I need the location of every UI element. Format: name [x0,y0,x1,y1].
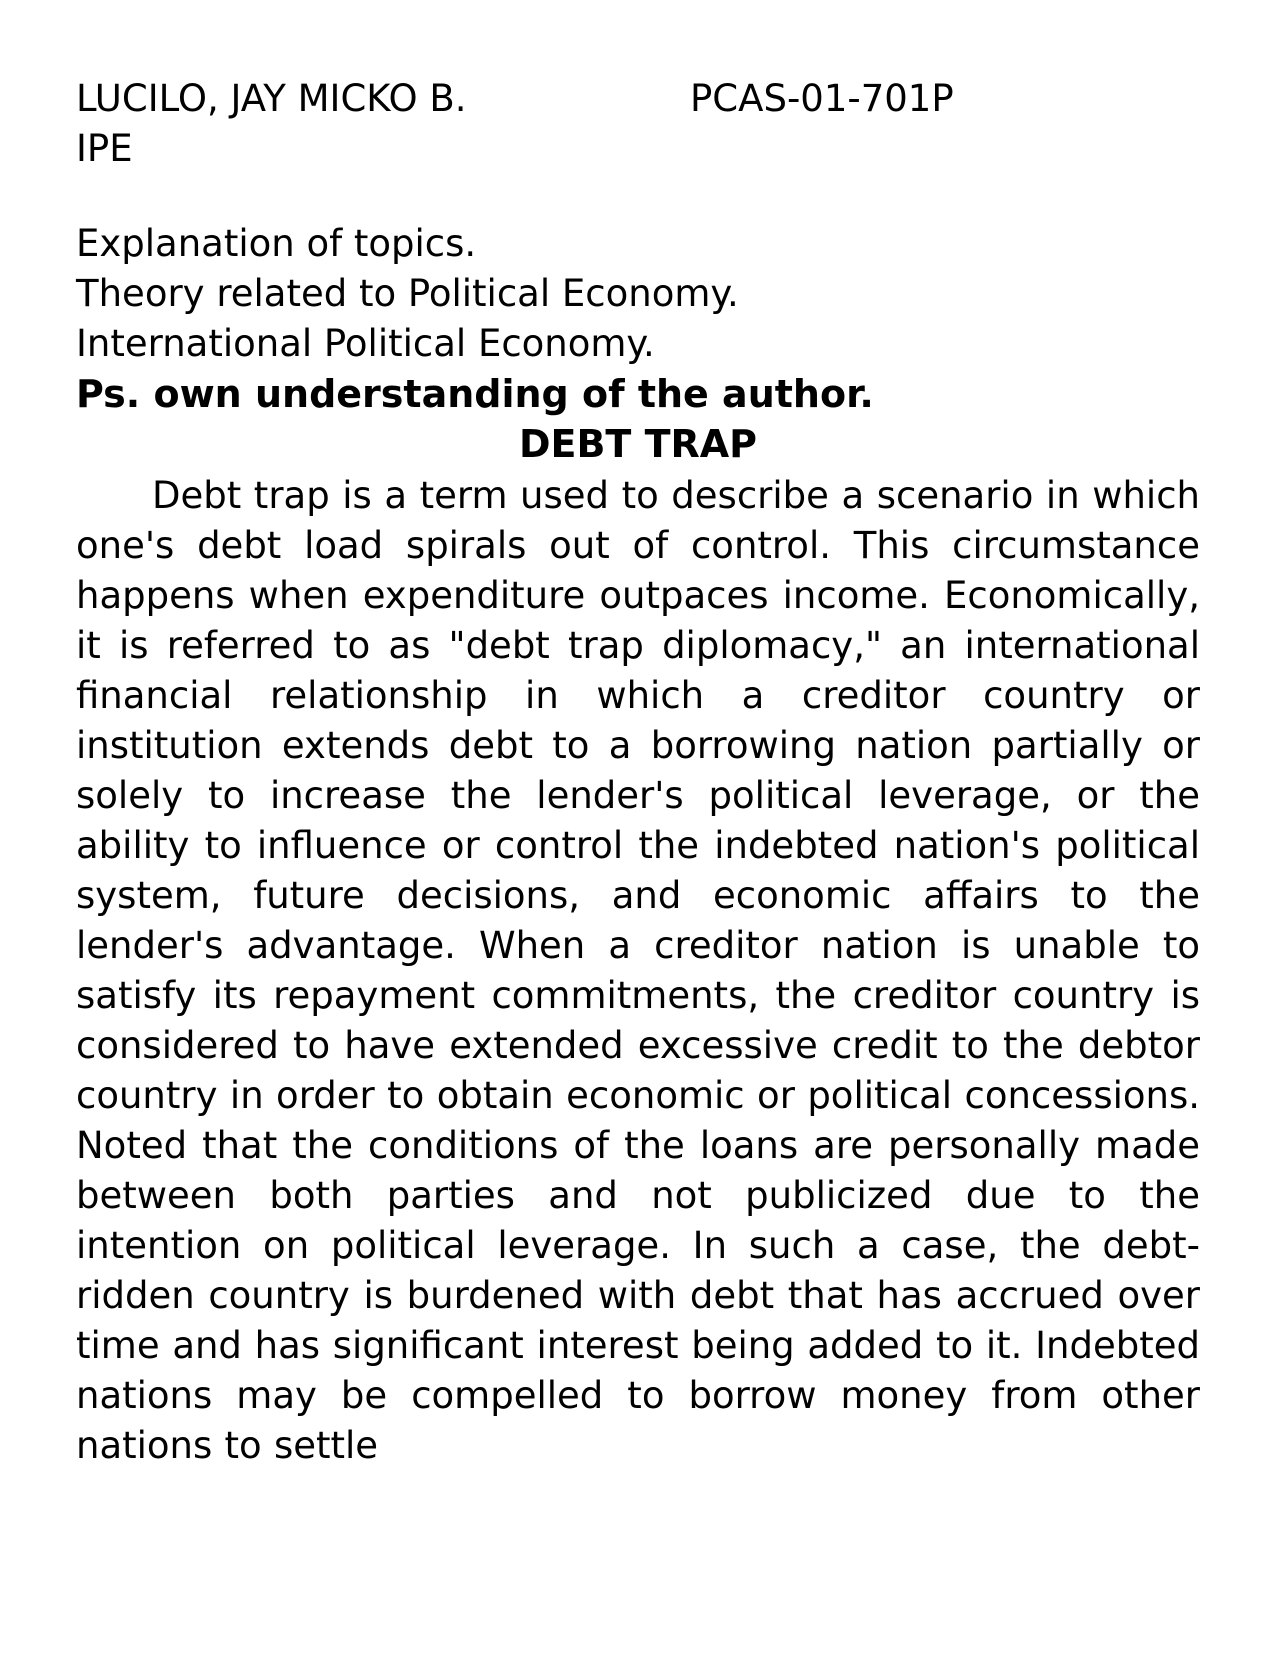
author-note: Ps. own understanding of the author. [76,372,874,416]
subject-label: IPE [76,127,133,170]
topic-line: Theory related to Political Economy. [76,272,739,315]
topic-line: Explanation of topics. [76,222,477,265]
document-page [76,74,1200,1471]
header-row [76,74,1200,124]
student-name: LUCILO, JAY MICKO B. [76,77,467,120]
spacer [76,174,1200,219]
section-code: PCAS-01-701P [690,77,954,120]
topic-line: International Political Economy. [76,322,655,365]
section-title: DEBT TRAP [518,422,758,466]
body-paragraph: Debt trap is a term used to describe a scenario in which one's debt load spirals out of control. This circumstance happens when expenditure outpaces income. Economically, it is referred to as "debt trap diplomacy," an international financial relationship in which a creditor country or institution extends debt to a borrowing nation partially or solely to increase the lender's political leverage, or the ability to influence or control the indebted nation's political system, future decisions, and economic affairs to the lender's advantage. When a creditor nation is unable to satisfy its repayment commitments, the creditor country is considered to have extended excessive credit to the debtor country in order to obtain economic or political concessions. Noted that the conditions of the loans are personally made between both parties and not publicized due to the intention on political leverage. In such a case, the debt-ridden country is burdened with debt that has accrued over time and has significant interest being added to it. Indebted nations may be compelled to borrow money from other nations to settle [76,474,1200,1467]
